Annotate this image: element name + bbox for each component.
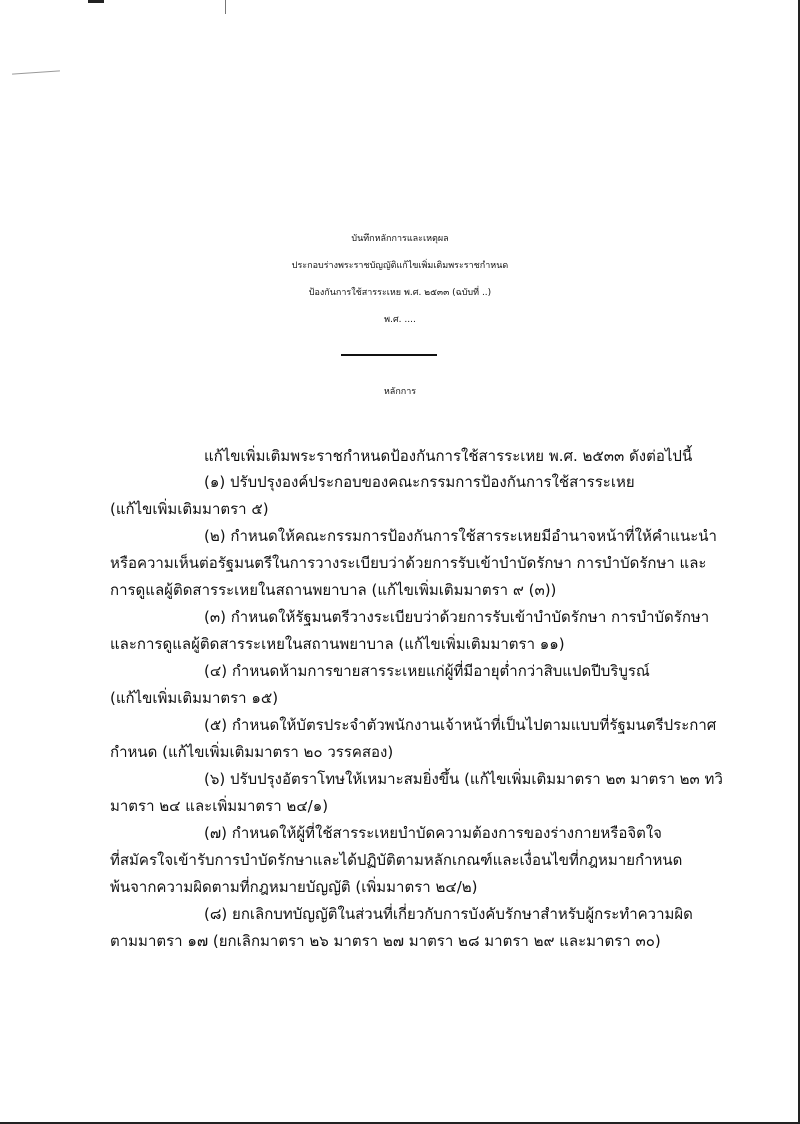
item-line: (๕) กำหนดให้บัตรประจำตัวพนักงานเจ้าหน้าที่เป็นไปตามแบบที่รัฐมนตรีประกาศ	[204, 716, 717, 734]
item-line: (๖) ปรับปรุงอัตราโทษให้เหมาะสมยิ่งขึ้น (แก้ไขเพิ่มเติมมาตรา ๒๓ มาตรา ๒๓ ทวิ	[204, 770, 723, 788]
item-line: หรือความเห็นต่อรัฐมนตรีในการวางระเบียบว่าด้วยการรับเข้าบำบัดรักษา การบำบัดรักษา และ	[110, 554, 707, 572]
document-header	[0, 226, 800, 334]
section-heading: หลักการ	[383, 387, 417, 397]
item-line: (๔) กำหนดห้ามการขายสารระเหยแก่ผู้ที่มีอายุต่ำกว่าสิบแปดปีบริบูรณ์	[204, 662, 650, 680]
header-year: พ.ศ. ....	[384, 315, 416, 325]
item-line: (๘) ยกเลิกบทบัญญัติในส่วนที่เกี่ยวกับการบังคับรักษาสำหรับผู้กระทำความผิด	[204, 905, 693, 923]
item-line: (แก้ไขเพิ่มเติมมาตรา ๕)	[110, 500, 269, 518]
scan-mark	[225, 0, 226, 14]
item-line: ที่สมัครใจเข้ารับการบำบัดรักษาและได้ปฏิบัติตามหลักเกณฑ์และเงื่อนไขที่กฎหมายกำหนด	[110, 851, 683, 869]
header-subtitle: ป้องกันการใช้สารระเหย พ.ศ. ๒๕๓๓ (ฉบับที่ ..)	[308, 288, 492, 298]
item-line: (๗) กำหนดให้ผู้ที่ใช้สารระเหยบำบัดความต้องการของร่างกายหรือจิตใจ	[204, 824, 662, 842]
scan-mark	[12, 70, 60, 74]
item-line: และการดูแลผู้ติดสารระเหยในสถานพยาบาล (แก้ไขเพิ่มเติมมาตรา ๑๑)	[110, 635, 565, 653]
header-subtitle: ประกอบร่างพระราชบัญญัติแก้ไขเพิ่มเติมพระราชกำหนด	[291, 261, 509, 271]
item-line: ตามมาตรา ๑๗ (ยกเลิกมาตรา ๒๖ มาตรา ๒๗ มาตรา ๒๘ มาตรา ๒๙ และมาตรา ๓๐)	[110, 932, 661, 950]
item-line: มาตรา ๒๔ และเพิ่มมาตรา ๒๔/๑)	[110, 797, 329, 815]
item-line: การดูแลผู้ติดสารระเหยในสถานพยาบาล (แก้ไขเพิ่มเติมมาตรา ๙ (๓))	[110, 581, 557, 599]
item-line: (แก้ไขเพิ่มเติมมาตรา ๑๕)	[110, 689, 279, 707]
intro-paragraph: แก้ไขเพิ่มเติมพระราชกำหนดป้องกันการใช้สารระเหย พ.ศ. ๒๕๓๓ ดังต่อไปนี้	[204, 447, 693, 465]
item-line: พ้นจากความผิดตามที่กฎหมายบัญญัติ (เพิ่มมาตรา ๒๔/๒)	[110, 878, 478, 896]
header-title: บันทึกหลักการและเหตุผล	[351, 234, 449, 244]
item-line: (๓) กำหนดให้รัฐมนตรีวางระเบียบว่าด้วยการรับเข้าบำบัดรักษา การบำบัดรักษา	[204, 608, 710, 626]
scan-mark	[88, 0, 104, 3]
item-line: (๒) กำหนดให้คณะกรรมการป้องกันการใช้สารระเหยมีอำนาจหน้าที่ให้คำแนะนำ	[204, 527, 717, 545]
divider-line	[341, 354, 437, 356]
item-line: (๑) ปรับปรุงองค์ประกอบของคณะกรรมการป้องกันการใช้สารระเหย	[204, 473, 635, 491]
item-line: กำหนด (แก้ไขเพิ่มเติมมาตรา ๒๐ วรรคสอง)	[110, 743, 394, 761]
